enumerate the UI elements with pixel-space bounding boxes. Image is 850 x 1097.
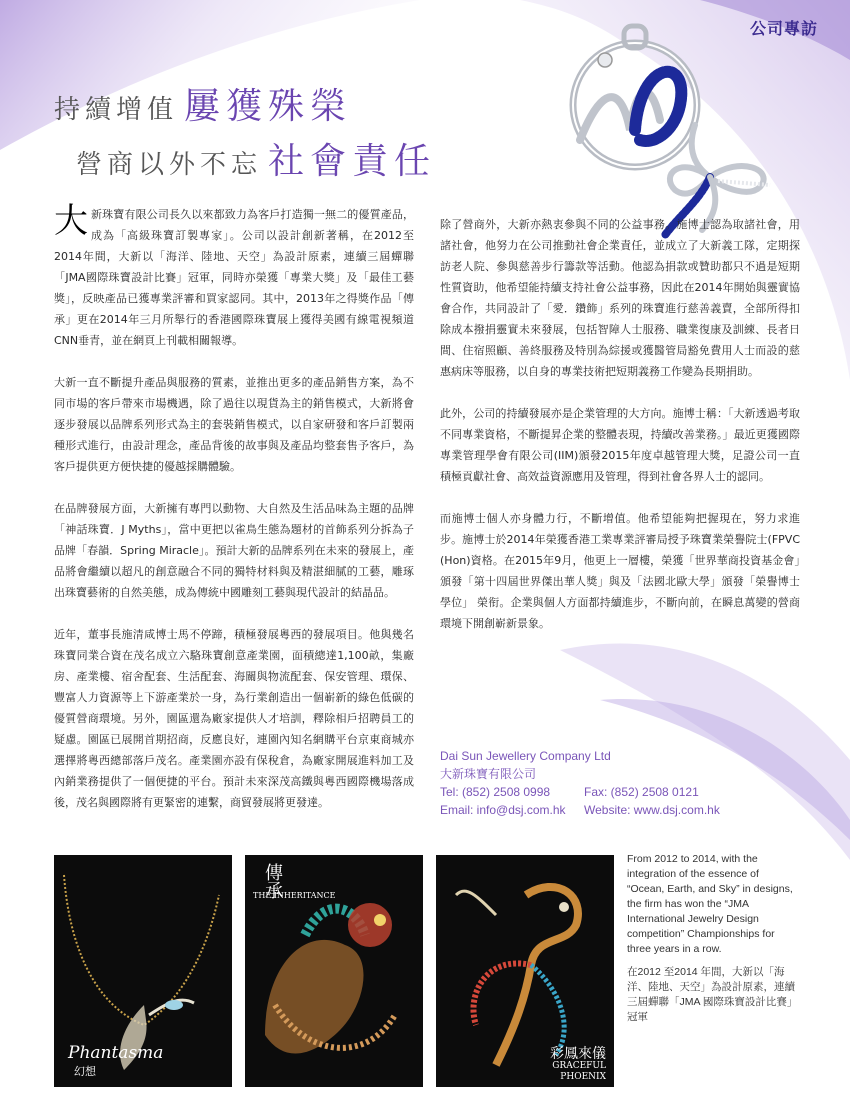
headline-small-2: 營商以外不忘 — [76, 150, 263, 180]
photo-inheritance — [245, 855, 423, 1087]
headline-small-1: 持續增值 — [54, 95, 179, 125]
headline-big-2: 社會責任 — [268, 141, 437, 182]
phantasma-title: Phantasma — [68, 1043, 164, 1063]
headline-big-1: 屢獲殊榮 — [184, 86, 353, 127]
inheritance-title-zh: 傳承 — [262, 863, 283, 899]
headline — [54, 78, 436, 184]
headline-line-1 — [54, 78, 436, 129]
right-paragraph-3: 而施博士個人亦身體力行，不斷增值。他希望能夠把握現在，努力求進步。施博士於2014年榮獲香港工業專業評審局授予珠寶業榮譽院士(FPVC (Hon)資格。在2015年9月，他更上一層樓，榮獲「世界華商投資基金會」頒發「第十四屆世界傑出華人獎」與及「法國北歐大學」頒發「榮譽博士學位」 榮衔。企業與個人方面都持續進步，不斷向前，在瞬息萬變的營商環境下開創嶄新景象。 — [440, 512, 800, 630]
left-paragraph-2: 大新一直不斷提升產品與服務的質素，並推出更多的產品銷售方案，為不同市場的客戶帶來市場機遇，除了過往以現貨為主的銷售模式，大新將會逐步發展以品牌系列形式為主的套裝銷售模式，以自家研發和客戶訂製兩種形式進行，由設計理念，產品背後的故事與及產品均整套售予客戶，為客戶提供更方便快捷的優越採購體驗。 — [54, 376, 414, 473]
company-name-zh: 大新珠寶有限公司 — [440, 767, 537, 781]
photo-caption — [627, 852, 797, 1033]
photo-graceful-phoenix — [436, 855, 614, 1087]
left-paragraph-1 — [54, 201, 414, 351]
company-name-en: Dai Sun Jewellery Company Ltd — [440, 749, 611, 763]
contact-web-row — [440, 801, 760, 819]
headline-line-2 — [76, 133, 436, 184]
dropcap: 大 — [54, 201, 88, 241]
contact-email[interactable]: Email: info@dsj.com.hk — [440, 803, 566, 817]
contact-fax: Fax: (852) 2508 0121 — [584, 785, 699, 799]
phantasma-title-zh: 幻想 — [74, 1065, 96, 1078]
left-column — [54, 201, 414, 834]
left-paragraph-1-text: 新珠寶有限公司長久以來都致力為客戶打造獨一無二的優質產品，成為「高級珠寶訂製專家」。公司以設計創新著稱，在2012至2014年間，大新以「海洋、陸地、天空」為設計原素，連續三屆蟬聯「JMA國際珠寶設計比賽」冠軍，同時亦榮獲「專業大獎」及「最佳工藝獎」，反映產品已獲專業評審和買家認同。其中，2013年之得獎作品「傳承」更在2014年三月所舉行的香港國際珠寶展上獲得美國有線電視頻道CNN垂青，並在網頁上刊載相關報導。 — [54, 208, 414, 347]
phoenix-title: GRACEFUL PHOENIX — [552, 1061, 606, 1082]
phoenix-title-zh: 彩鳳來儀 — [550, 1046, 606, 1062]
left-paragraph-3: 在品牌發展方面，大新擁有專門以動物、大自然及生活品味為主題的品牌「神話珠寶．J Myths」，當中更把以雀鳥生態為題材的首飾系列分拆為子品牌「春韻．Spring Miracle」。預計大新的品牌系列在未來的發展上，產品將會繼續以超凡的創意融合不同的獨特材料與及精湛細膩的工藝，雕琢出珠寶藝術的自然美態，成為傳統中國雕刻工藝與現代設計的結晶品。 — [54, 502, 414, 599]
right-paragraph-2: 此外，公司的持續發展亦是企業管理的大方向。施博士稱：「大新透過考取不同專業資格，不斷提昇企業的整體表現，持續改善業務。」最近更獲國際專業管理學會有限公司(IIM)頒發2015年度卓越管理大獎，足證公司一直積極貢獻社會、高效益資源應用及管理，得到社會各界人士的認同。 — [440, 407, 800, 483]
contact-phone-row — [440, 783, 760, 801]
contact-tel: Tel: (852) 2508 0998 — [440, 785, 551, 799]
contact-block — [440, 747, 760, 819]
right-paragraph-1: 除了營商外，大新亦熱衷參與不同的公益事務。施博士認為取諸社會，用諸社會，他努力在公司推動社會企業責任，並成立了大新義工隊，定期探訪老人院、參與慈善步行籌款等活動。他認為捐款或贊助都只不過是短期性質資助，他希望能持續支持社會公益事務，因此在2014年開始與靈實協會合作，共同設計了「愛．鑽飾」系列的珠寶進行慈善義賣，全部所得扣除成本撥捐靈實未來發展，包括智障人士服務、職業復康及訓練、長者日間、住宿照顧、善終服務及特別為綜援或獲醫管局豁免費用人士而設的慈惠病床等服務，以自身的專業技術把短期義務工作變為長期捐助。 — [440, 218, 800, 378]
caption-en: From 2012 to 2014, with the integration of the essence of “Ocean, Earth, and Sky” in designs, the firm has won the “JMA International Jewelry Design competition” Championships for three years in a row. — [627, 853, 793, 955]
caption-zh: 在2012 至2014 年間，大新以「海洋、陸地、天空」為設計原素，連續三屆蟬聯「JMA 國際珠寶設計比賽」冠軍 — [627, 966, 795, 1023]
photo-phantasma — [54, 855, 232, 1087]
right-column — [440, 214, 800, 655]
section-tag: 公司專訪 — [749, 19, 818, 38]
inheritance-title: THE INHERITANCE — [253, 891, 336, 900]
contact-website[interactable]: Website: www.dsj.com.hk — [584, 803, 720, 817]
left-paragraph-4: 近年，董事長施清咸博士馬不停蹄，積極發展粵西的發展項目。他與幾名珠寶同業合資在茂名成立六駱珠寶創意產業園，面積總達1,100畝，集廠房、產業樓、宿舍配套、生活配套、海關與物流配套、保安管理、環保、豐富人力資源等上下游產業於一身，為行業創造出一個嶄新的綠色低碳的優質營商環境。另外，園區還為廠家提供人才培訓，釋除相戶招聘員工的疑慮。園區已展開首期招商，反應良好，連園內知名網購平台京東商城亦選擇將粵西總部落戶茂名。產業園亦設有保稅倉，為廠家開展進料加工及內銷業務提供了一個便捷的平台。預計未來深茂高鐵與粵西國際機場落成後，茂名與國際將有更緊密的連繫，商貿發展將更發達。 — [54, 628, 414, 809]
